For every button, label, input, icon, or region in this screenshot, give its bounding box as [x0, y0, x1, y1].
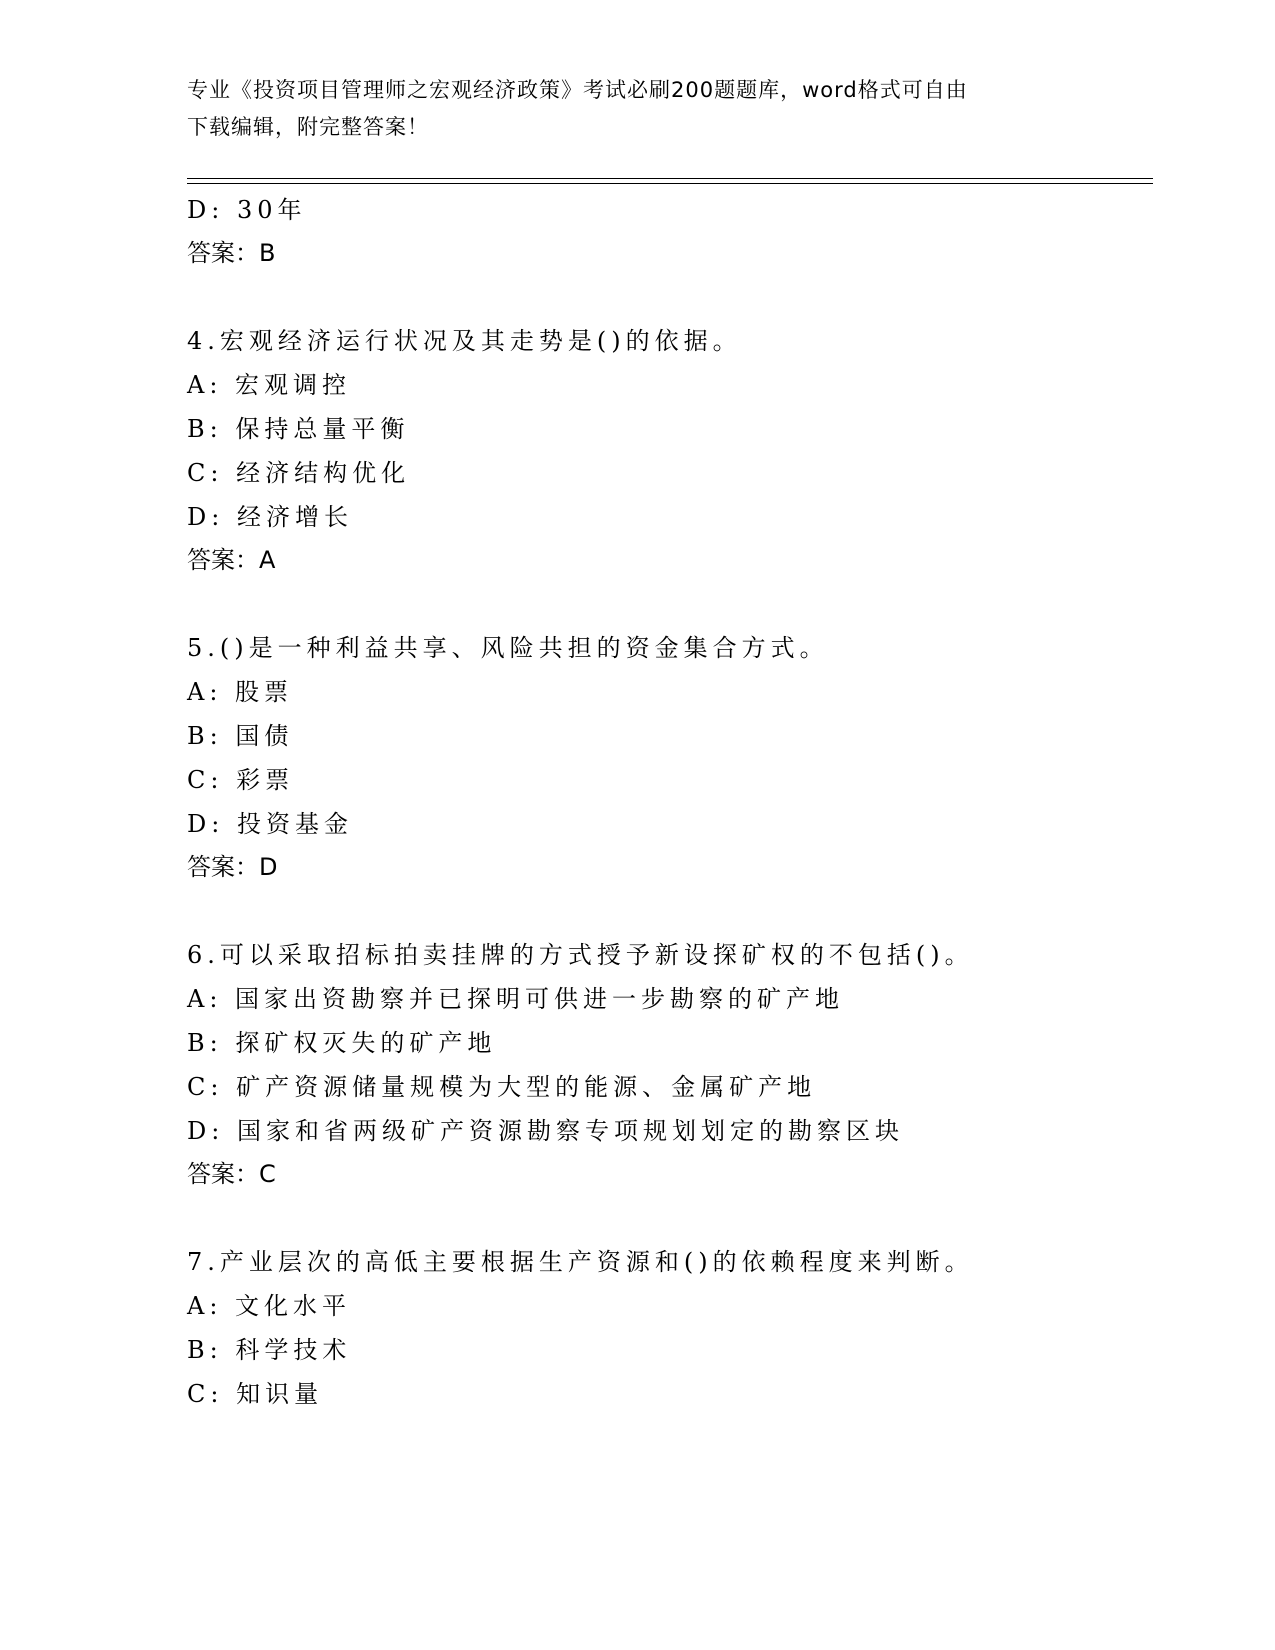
question-6-option-b: B: 探矿权灭失的矿产地	[187, 1029, 497, 1057]
question-4-option-b: B: 保持总量平衡	[187, 415, 410, 443]
question-6-stem: 6.可以采取招标拍卖挂牌的方式授予新设探矿权的不包括()。	[187, 941, 974, 969]
question-5-answer: 答案：D	[187, 853, 278, 881]
question-6-option-c: C: 矿产资源储量规模为大型的能源、金属矿产地	[187, 1073, 817, 1101]
question-5-stem: 5.()是一种利益共享、风险共担的资金集合方式。	[187, 634, 829, 662]
question-7-option-c: C: 知识量	[187, 1380, 324, 1408]
question-5-option-c: C: 彩票	[187, 766, 295, 794]
question-5-option-d: D: 投资基金	[187, 810, 353, 838]
header-rule-bottom	[187, 183, 1153, 184]
question-7-option-a: A: 文化水平	[187, 1292, 352, 1320]
question-4-stem: 4.宏观经济运行状况及其走势是()的依据。	[187, 327, 742, 355]
question-7-option-b: B: 科学技术	[187, 1336, 352, 1364]
header-rule-top	[187, 178, 1153, 179]
document-header	[187, 72, 1087, 146]
question-7-stem: 7.产业层次的高低主要根据生产资源和()的依赖程度来判断。	[187, 1248, 974, 1276]
prev-answer: 答案：B	[187, 239, 276, 267]
header-line-2: 下载编辑，附完整答案！	[187, 115, 429, 139]
question-4-option-a: A: 宏观调控	[187, 371, 352, 399]
question-4-option-d: D: 经济增长	[187, 503, 353, 531]
prev-option-d: D: 30年	[187, 196, 307, 224]
header-line-1: 专业《投资项目管理师之宏观经济政策》考试必刷200题题库，word格式可自由	[187, 78, 968, 102]
question-6-option-d: D: 国家和省两级矿产资源勘察专项规划划定的勘察区块	[187, 1117, 904, 1145]
question-5-option-b: B: 国债	[187, 722, 294, 750]
question-5-option-a: A: 股票	[187, 678, 294, 706]
question-6-option-a: A: 国家出资勘察并已探明可供进一步勘察的矿产地	[187, 985, 845, 1013]
question-4-option-c: C: 经济结构优化	[187, 459, 411, 487]
question-6-answer: 答案：C	[187, 1160, 276, 1188]
question-4-answer: 答案：A	[187, 546, 276, 574]
